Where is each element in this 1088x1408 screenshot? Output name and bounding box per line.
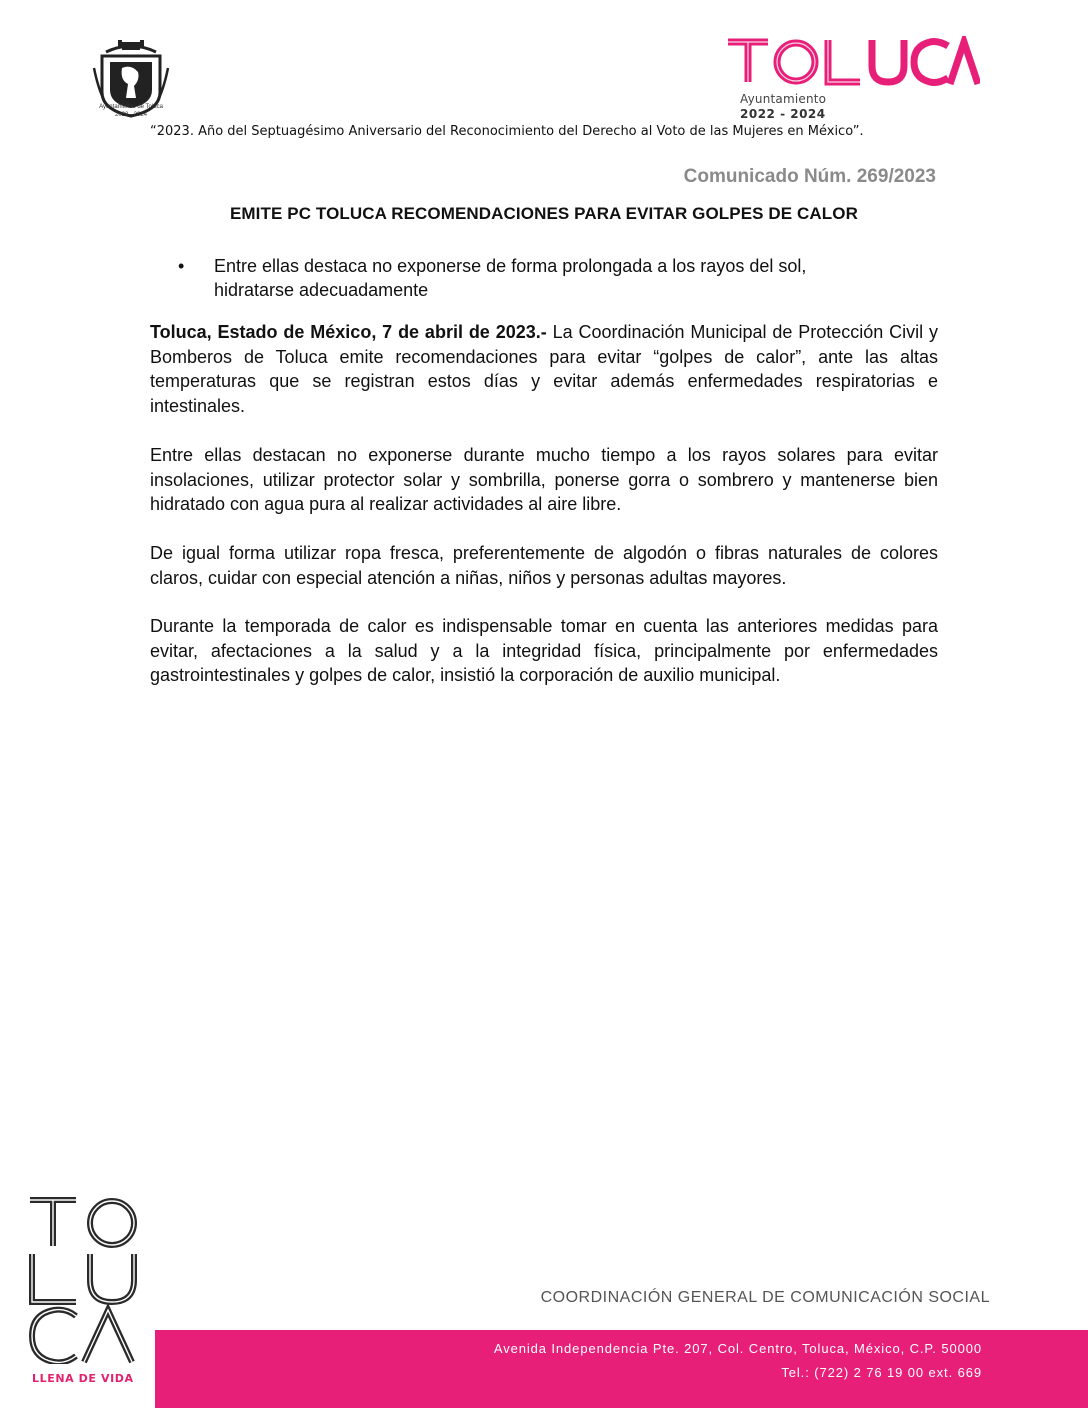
toluca-stacked-logo-icon (26, 1192, 142, 1364)
official-motto: “2023. Año del Septuagésimo Aniversario del Reconocimiento del Derecho al Voto de las Mujeres en México”. (150, 124, 864, 139)
paragraph-3: De igual forma utilizar ropa fresca, preferentemente de algodón o fibras naturales de colores claros, cuidar con especial atención a niñas, niños y personas adultas mayores. (150, 543, 938, 588)
summary-bullet (178, 254, 878, 302)
bullet-marker: • (178, 256, 185, 276)
paragraph-2: Entre ellas destacan no exponerse durante mucho tiempo a los rayos solares para evitar insolaciones, utilizar protector solar y sombrilla, ponerse gorra o sombrero y mantenerse bien hidratado con agua pura al realizar actividades al aire libre. (150, 445, 938, 514)
dateline: Toluca, Estado de México, 7 de abril de 2023.- (150, 322, 547, 342)
footer-phone: Tel.: (722) 2 76 19 00 ext. 669 (781, 1365, 982, 1380)
seal-caption: Ayuntamiento de Toluca (99, 104, 163, 110)
paragraph-1 (150, 320, 938, 418)
bullet-text: Entre ellas destaca no exponerse de forma prolongada a los rayos del sol, hidratarse adecuadamente (214, 256, 807, 300)
department-name: COORDINACIÓN GENERAL DE COMUNICACIÓN SOCIAL (540, 1289, 990, 1306)
paragraph-4: Durante la temporada de calor es indispensable tomar en cuenta las anteriores medidas para evitar, afectaciones a la salud y a la integridad física, principalmente por enfermedades gastrointestinales y golpes de calor, insistió la corporación de auxilio municipal. (150, 616, 938, 685)
headline: EMITE PC TOLUCA RECOMENDACIONES PARA EVITAR GOLPES DE CALOR (229, 204, 858, 223)
brand-subtitle: Ayuntamiento (740, 92, 827, 106)
slogan: LLENA DE VIDA (32, 1372, 134, 1385)
seal-caption-years: 2022 - 2024 (114, 112, 148, 118)
toluca-logo-icon (724, 36, 980, 88)
bulletin-number: Comunicado Núm. 269/2023 (683, 166, 936, 187)
paragraph-1-body: La Coordinación Municipal de Protección Civil y Bomberos de Toluca emite recomendaciones para evitar “golpes de calor”, ante las altas temperaturas que se registran estos días y evitar además enfermedades respiratorias e intestinales. (150, 322, 938, 416)
brand-years: 2022 - 2024 (740, 107, 826, 121)
footer-address: Avenida Independencia Pte. 207, Col. Centro, Toluca, México, C.P. 50000 (493, 1341, 982, 1356)
